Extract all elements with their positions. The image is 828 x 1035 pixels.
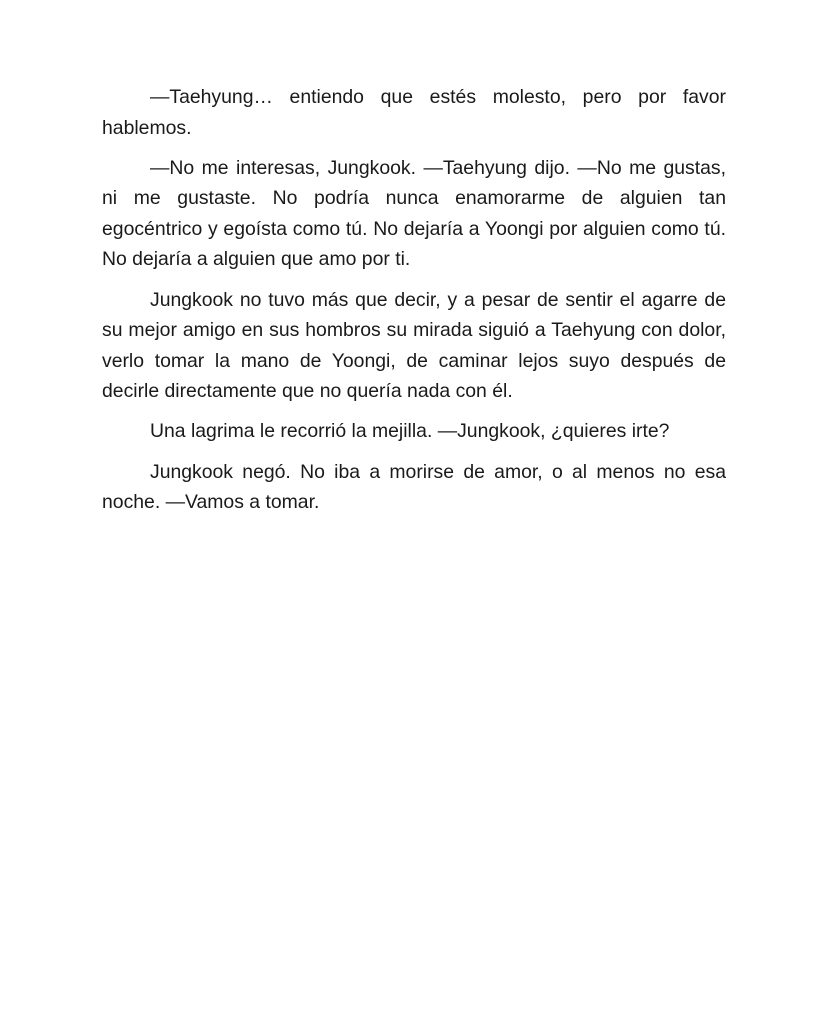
paragraph: Jungkook negó. No iba a morirse de amor, o al menos no esa noche. —Vamos a tomar. bbox=[102, 460, 726, 514]
paragraph: —No me interesas, Jungkook. —Taehyung dijo. —No me gustas, ni me gustaste. No podría nunca enamorarme de alguien tan egocéntrico y egoísta como tú. No dejaría a Yoongi por alguien como tú. No dejaría a alguien que amo por ti. bbox=[102, 156, 726, 271]
paragraph: Jungkook no tuvo más que decir, y a pesar de sentir el agarre de su mejor amigo en sus hombros su mirada siguió a Taehyung con dolor, verlo tomar la mano de Yoongi, de caminar lejos suyo después de decirle directamente que no quería nada con él. bbox=[102, 288, 726, 403]
paragraph: Una lagrima le recorrió la mejilla. —Jungkook, ¿quieres irte? bbox=[150, 420, 670, 443]
document-body bbox=[102, 82, 726, 527]
paragraph: —Taehyung… entiendo que estés molesto, pero por favor hablemos. bbox=[102, 86, 726, 139]
